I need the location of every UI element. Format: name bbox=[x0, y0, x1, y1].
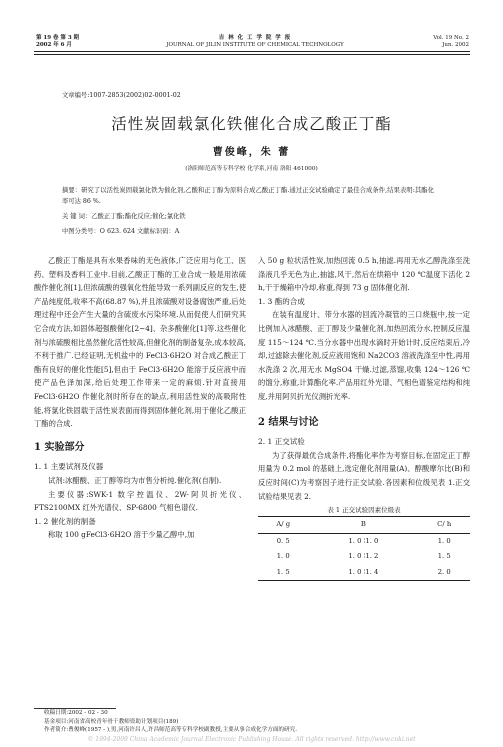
header-right bbox=[433, 35, 469, 49]
table-header-row bbox=[258, 517, 470, 534]
synthesis-paragraph: 在装有温度计、带分水器的回流冷凝管的三口烧瓶中,按一定比例加入冰醋酸、正丁醇及少量催化剂,加热回流分水,控制反应温度 115～124 ℃.当分水器中出现水滴时开始计时,反应结束后,冷却,过滤除去催化剂,反应液用饱和 Na2CO3 溶液洗涤至中性,再用水洗涤 2 次,用无水 MgSO4 干燥.过滤,蒸馏,收集 124～126 ℃的馏分,称重,计算酯化率.产品用红外光谱、气相色谱鉴定结构和纯度,并用阿贝折光仪测折光率. bbox=[258, 310, 470, 401]
table-row bbox=[258, 549, 470, 565]
section-2-heading: 2 结果与讨论 bbox=[258, 416, 319, 428]
table-cell: 1. 5 bbox=[276, 567, 290, 576]
publication-date: 2002 年 6 月 bbox=[36, 42, 72, 48]
received-date: 收稿日期:2002 - 02 - 30 bbox=[44, 710, 108, 716]
volume-issue: 第 19 卷 第 3 期 bbox=[36, 35, 80, 41]
date-en: Jun. 2002 bbox=[442, 42, 469, 48]
catalyst-prep-paragraph: 称取 100 gFeCl3·6H2O 溶于少量乙醇中,加 bbox=[48, 530, 195, 540]
journal-name-cn: 吉 林 化 工 学 院 学 报 bbox=[218, 35, 292, 41]
article-number: 文章编号:1007-2853(2002)02-0001-02 bbox=[62, 92, 181, 99]
table-1-caption: 表 1 正交试验因素位级表 bbox=[327, 506, 401, 515]
keywords: 关 键 词：乙酸正丁酯;酯化反应;催化;氯化铁 bbox=[62, 213, 186, 220]
abstract: 摘要：研究了以活性炭固载氯化铁为催化剂,乙酸和正丁醇为原料合成乙酸正丁酯.通过正交试验确定了最佳合成条件,结果表明:其酯化率可达 86 %. bbox=[62, 187, 434, 205]
table-cell: 1. 5 bbox=[437, 552, 451, 561]
subsection-2-1-heading: 2. 1 正交试验 bbox=[258, 437, 305, 447]
table-header-cell: C/ h bbox=[437, 520, 452, 529]
table-header-cell: B bbox=[360, 520, 366, 529]
left-column bbox=[34, 254, 246, 542]
volume-en: Vol. 19 No. 2 bbox=[433, 35, 469, 41]
table-row bbox=[258, 533, 470, 549]
table-row bbox=[258, 565, 470, 581]
journal-name-en: JOURNAL OF JILIN INSTITUTE OF CHEMICAL TECHNOLOGY bbox=[166, 42, 344, 48]
catalyst-prep-continued: 入 50 g 粒状活性炭,加热回流 0.5 h,抽滤.再用无水乙醇洗涤至洗涤液几乎无色为止,抽滤,风干,然后在烘箱中 120 ℃温度下活化 2 h,干于燥箱中冷却,称重,得到 73 g 固体催化剂. bbox=[258, 256, 470, 293]
header-center bbox=[120, 35, 390, 49]
table-1 bbox=[258, 516, 470, 581]
header-rule-thick bbox=[34, 51, 470, 52]
paper-title: 活性炭固载氯化铁催化合成乙酸正丁酯 bbox=[111, 115, 392, 133]
table-cell: 2. 0 bbox=[437, 567, 451, 576]
classification: 中图分类号：O 623. 624 文献标识码：A bbox=[62, 228, 180, 235]
table-header-cell: A/ g bbox=[276, 520, 291, 529]
header-left bbox=[36, 35, 79, 49]
table-cell: 1. 0 bbox=[437, 536, 451, 545]
table-cell: 1. 0 ∶1. 0 bbox=[348, 536, 379, 545]
footnotes bbox=[44, 709, 297, 735]
intro-paragraph: 乙酸正丁酯是具有水果香味的无色液体,广泛应用与化工、医药、塑料及香料工业中.目前,乙酸正丁酯的工业合成一般是用浓硫酸作催化剂[1],但浓硫酸的强氧化性能导致一系列副反应的发生,使产品纯度低,收率不高(68.87 %),并且浓硫酸对设备腐蚀严重,后处理过程中还会产生大量的含硫废水污染环境.从而促使人们研究其它合成方法,如固体超强酸催化[2~4]、杂多酸催化[1]等.这些催化剂与浓硫酸相比虽然催化活性较高,但催化剂的制备复杂,成本较高,不利于推广.已经证明,无机盐中的 FeCl3·6H2O 对合成乙酸正丁酯有良好的催化性能[5],但由于 FeCl3·6H2O 能溶于反应液中而使产品色泽加深,给后处理工作带来一定的麻烦.针对直接用 FeCl3·6H2O 作催化剂时所存在的缺点,利用活性炭的高吸附性能,将氯化铁固载于活性炭表面而得到固体催化剂,用于催化乙酸正丁酯的合成. bbox=[34, 256, 246, 429]
author-bio: 作者简介:曹俊峰(1957 - ),男,河南许昌人,许昌师范高等专科学校副教授,主要从事合成化学方面的研究. bbox=[44, 727, 297, 734]
orthogonal-paragraph: 为了获得最优合成条件,将酯化率作为考察目标,在固定正丁醇用量为 0.2 mol 的基础上,选定催化剂用量(A)、醇酸摩尔比(B)和反应时间(C)为考察因子进行正交试验.各因素和位级见表 1.正交试验结果见表 2. bbox=[258, 450, 470, 501]
table-cell: 1. 0 ∶1. 2 bbox=[348, 552, 379, 561]
subsection-1-3-heading: 1. 3 酯的合成 bbox=[258, 296, 305, 306]
reagents-paragraph: 试剂:冰醋酸、正丁醇等均为市售分析纯.催化剂(自制). bbox=[48, 475, 222, 485]
table-cell: 0. 5 bbox=[276, 536, 290, 545]
affiliation: (洛阳师范高等专科学校 化学系,河南 洛阳 461000) bbox=[185, 166, 318, 172]
table-cell: 1. 0 ∶1. 4 bbox=[348, 567, 379, 576]
subsection-1-2-heading: 1. 2 催化剂的制备 bbox=[34, 516, 96, 526]
header-rule-thin bbox=[34, 54, 470, 55]
funding: 基金项目:河南省高校青年骨干教师资助计划项目(189) bbox=[44, 718, 179, 725]
authors: 曹俊峰，朱 蕾 bbox=[212, 147, 291, 158]
right-column bbox=[258, 254, 470, 581]
instruments-paragraph: 主要仪器:SWK-1 数字控温仪、2W-阿贝折光仪、FTS2100MX 红外光谱仪、SP-6800 气相色谱仪. bbox=[34, 489, 246, 513]
section-1-heading: 1 实验部分 bbox=[34, 441, 85, 453]
subsection-1-1-heading: 1. 1 主要试剂及仪器 bbox=[34, 462, 104, 472]
cnki-watermark: © 1994-2009 China Academic Journal Electronic Publishing House. All rights reserved. http://www.cnki.net bbox=[87, 736, 416, 743]
table-cell: 1. 0 bbox=[276, 552, 290, 561]
